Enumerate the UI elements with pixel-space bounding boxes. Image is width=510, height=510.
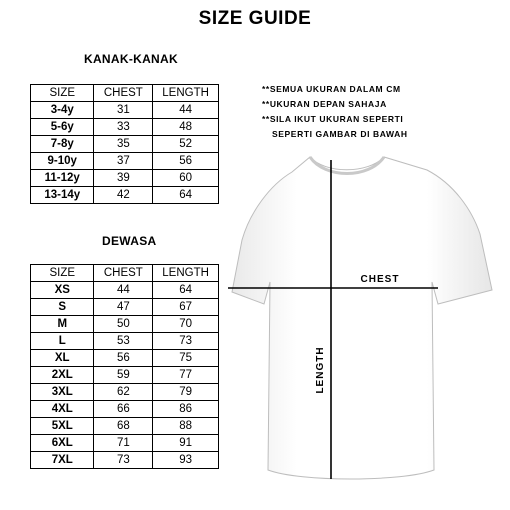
page-title: SIZE GUIDE <box>198 8 312 29</box>
note-line: **SEMUA UKURAN DALAM CM <box>262 84 401 94</box>
table-row <box>31 418 219 435</box>
table-row <box>31 153 219 170</box>
note-line: SEPERTI GAMBAR DI BAWAH <box>272 129 408 139</box>
chest-cell: 50 <box>94 316 153 333</box>
table-row <box>31 401 219 418</box>
kids-col-chest-header: CHEST <box>94 85 153 102</box>
length-cell: 67 <box>153 299 219 316</box>
length-cell: 88 <box>153 418 219 435</box>
size-cell: XL <box>31 350 94 367</box>
size-cell: M <box>31 316 94 333</box>
size-cell: 5XL <box>31 418 94 435</box>
adults-section-title: DEWASA <box>102 234 157 248</box>
chest-cell: 53 <box>94 333 153 350</box>
length-cell: 75 <box>153 350 219 367</box>
kids-col-size-header: SIZE <box>31 85 94 102</box>
kids-table-header-row <box>31 85 219 102</box>
length-cell: 44 <box>153 102 219 119</box>
chest-cell: 42 <box>94 187 153 204</box>
size-cell: 9-10y <box>31 153 94 170</box>
chest-cell: 59 <box>94 367 153 384</box>
size-cell: 13-14y <box>31 187 94 204</box>
table-row <box>31 316 219 333</box>
size-cell: 3-4y <box>31 102 94 119</box>
size-cell: XS <box>31 282 94 299</box>
table-row <box>31 170 219 187</box>
measurement-notes <box>262 82 408 142</box>
chest-cell: 56 <box>94 350 153 367</box>
kids-size-table <box>30 84 219 204</box>
chest-cell: 47 <box>94 299 153 316</box>
size-cell: 5-6y <box>31 119 94 136</box>
table-row <box>31 350 219 367</box>
table-row <box>31 452 219 469</box>
length-cell: 73 <box>153 333 219 350</box>
length-cell: 64 <box>153 187 219 204</box>
chest-cell: 33 <box>94 119 153 136</box>
kids-col-length-header: LENGTH <box>153 85 219 102</box>
size-cell: 11-12y <box>31 170 94 187</box>
length-cell: 86 <box>153 401 219 418</box>
adults-size-table <box>30 264 219 469</box>
length-cell: 79 <box>153 384 219 401</box>
table-row <box>31 333 219 350</box>
length-cell: 60 <box>153 170 219 187</box>
size-cell: L <box>31 333 94 350</box>
chest-cell: 37 <box>94 153 153 170</box>
table-row <box>31 367 219 384</box>
length-cell: 64 <box>153 282 219 299</box>
length-cell: 70 <box>153 316 219 333</box>
kids-section-title: KANAK-KANAK <box>84 52 178 66</box>
chest-cell: 62 <box>94 384 153 401</box>
length-cell: 48 <box>153 119 219 136</box>
chest-label: CHEST <box>360 274 400 285</box>
note-line: **SILA IKUT UKURAN SEPERTI <box>262 114 404 124</box>
size-cell: 2XL <box>31 367 94 384</box>
tshirt-diagram <box>222 152 504 508</box>
length-cell: 52 <box>153 136 219 153</box>
table-row <box>31 435 219 452</box>
length-cell: 91 <box>153 435 219 452</box>
length-cell: 93 <box>153 452 219 469</box>
adults-col-size-header: SIZE <box>31 265 94 282</box>
table-row <box>31 187 219 204</box>
chest-cell: 39 <box>94 170 153 187</box>
chest-cell: 68 <box>94 418 153 435</box>
chest-cell: 44 <box>94 282 153 299</box>
tshirt-body <box>232 157 492 479</box>
table-row <box>31 384 219 401</box>
chest-cell: 71 <box>94 435 153 452</box>
chest-cell: 31 <box>94 102 153 119</box>
size-cell: 6XL <box>31 435 94 452</box>
chest-cell: 66 <box>94 401 153 418</box>
size-cell: 7XL <box>31 452 94 469</box>
table-row <box>31 299 219 316</box>
size-cell: 7-8y <box>31 136 94 153</box>
adults-col-length-header: LENGTH <box>153 265 219 282</box>
table-row <box>31 136 219 153</box>
size-cell: 3XL <box>31 384 94 401</box>
chest-cell: 35 <box>94 136 153 153</box>
adults-col-chest-header: CHEST <box>94 265 153 282</box>
table-row <box>31 102 219 119</box>
table-row <box>31 119 219 136</box>
length-cell: 77 <box>153 367 219 384</box>
chest-cell: 73 <box>94 452 153 469</box>
size-cell: 4XL <box>31 401 94 418</box>
adults-table-header-row <box>31 265 219 282</box>
size-cell: S <box>31 299 94 316</box>
table-row <box>31 282 219 299</box>
length-label: LENGTH <box>315 346 326 394</box>
note-line: **UKURAN DEPAN SAHAJA <box>262 99 387 109</box>
length-cell: 56 <box>153 153 219 170</box>
